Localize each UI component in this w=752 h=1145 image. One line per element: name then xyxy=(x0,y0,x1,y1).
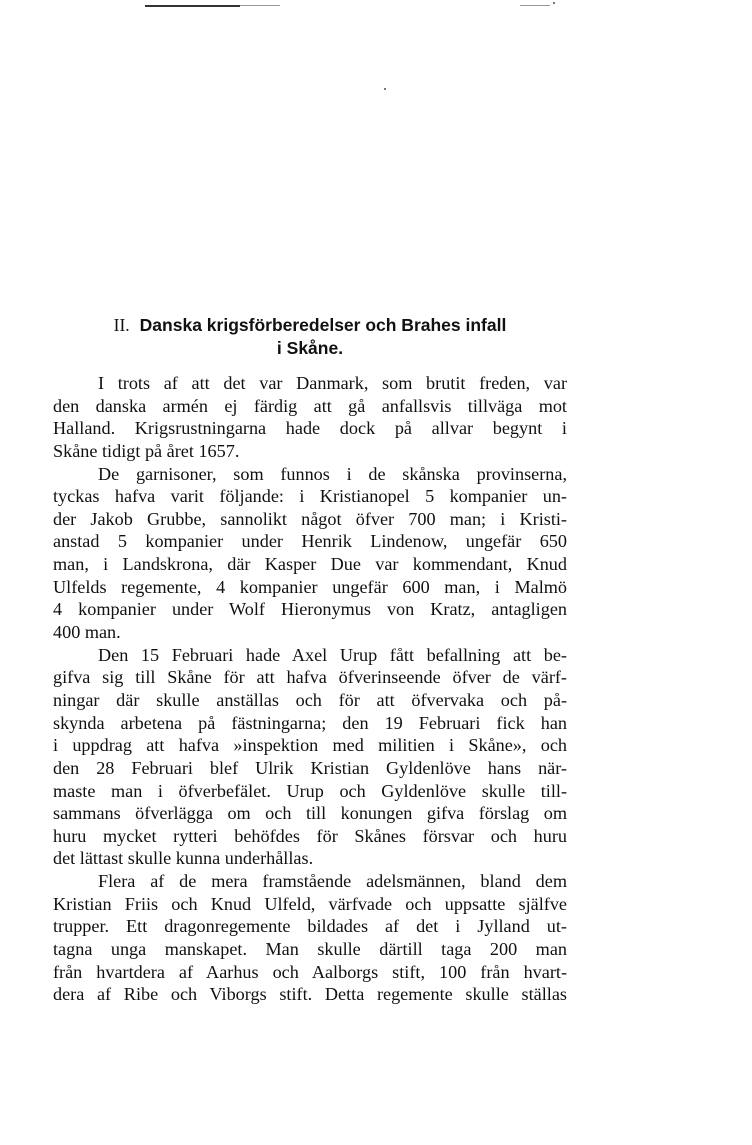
text-line: huru mycket rytteri behöfdes för Skånes försvar och huru xyxy=(53,825,567,846)
scan-artifact-line xyxy=(145,5,240,7)
text-line: den 28 Februari blef Ulrik Kristian Gyldenlöve hans när- xyxy=(53,757,567,778)
text-line: De garnisoner, som funnos i de skånska provinserna, xyxy=(98,463,567,484)
text-line: Halland. Krigsrustningarna hade dock på allvar begynt i xyxy=(53,418,567,439)
text-line: anstad 5 kompanier under Henrik Lindenow, ungefär 650 xyxy=(53,531,567,552)
text-line: trupper. Ett dragonregemente bildades af det i Jylland ut- xyxy=(53,916,567,937)
text-line: från hvartdera af Aarhus och Aalborgs stift, 100 från hvart- xyxy=(53,961,567,982)
text-line: man, i Landskrona, där Kasper Due var kommendant, Knud xyxy=(53,554,567,575)
text-line: skynda arbetena på fästningarna; den 19 Februari fick han xyxy=(53,712,567,733)
text-line: tyckas hafva varit följande: i Kristianopel 5 kompanier un- xyxy=(53,486,567,507)
chapter-number: II. xyxy=(113,315,130,335)
chapter-heading xyxy=(53,314,567,360)
text-line: I trots af att det var Danmark, som brutit freden, var xyxy=(98,373,567,393)
scan-artifact-dot xyxy=(384,88,386,90)
text-line: maste man i öfverbefälet. Urup och Gyldenlöve skulle till- xyxy=(53,780,567,801)
text-line: Kristian Friis och Knud Ulfeld, värfvade och uppsatte själfve xyxy=(53,893,567,914)
text-line: det lättast skulle kunna underhållas. xyxy=(53,848,314,869)
text-line: tagna unga manskapet. Man skulle därtill taga 200 man xyxy=(53,939,567,960)
text-line: Ulfelds regemente, 4 kompanier ungefär 600 man, i Malmö xyxy=(53,576,567,597)
text-line: gifva sig till Skåne för att hafva öfverinseende öfver de värf- xyxy=(53,667,567,688)
scan-artifact-dot xyxy=(553,2,555,4)
text-line: ningar där skulle anställas och för att öfvervaka och på- xyxy=(53,689,567,710)
body-text xyxy=(53,372,567,1006)
text-line: 400 man. xyxy=(53,622,121,643)
text-line: Skåne tidigt på året 1657. xyxy=(53,440,240,461)
text-line: sammans öfverlägga om och till konungen gifva förslag om xyxy=(53,803,567,824)
text-line: dera af Ribe och Viborgs stift. Detta regemente skulle ställas xyxy=(53,984,567,1005)
scan-artifact-line xyxy=(240,5,280,6)
text-line: Den 15 Februari hade Axel Urup fått befallning att be- xyxy=(98,644,567,665)
chapter-heading-line-1 xyxy=(53,314,567,337)
scan-artifact-line xyxy=(520,5,550,6)
chapter-title: Danska krigsförberedelser och Brahes infall xyxy=(139,315,507,335)
text-line: 4 kompanier under Wolf Hieronymus von Kratz, antagligen xyxy=(53,599,567,620)
text-line: den danska armén ej färdig att gå anfallsvis tillväga mot xyxy=(53,395,567,416)
text-line: der Jakob Grubbe, sannolikt något öfver 700 man; i Kristi- xyxy=(53,508,567,529)
chapter-heading-line-2: i Skåne. xyxy=(276,338,344,358)
text-line: i uppdrag att hafva »inspektion med militien i Skåne», och xyxy=(53,735,567,756)
text-line: Flera af de mera framstående adelsmännen, bland dem xyxy=(98,871,567,892)
